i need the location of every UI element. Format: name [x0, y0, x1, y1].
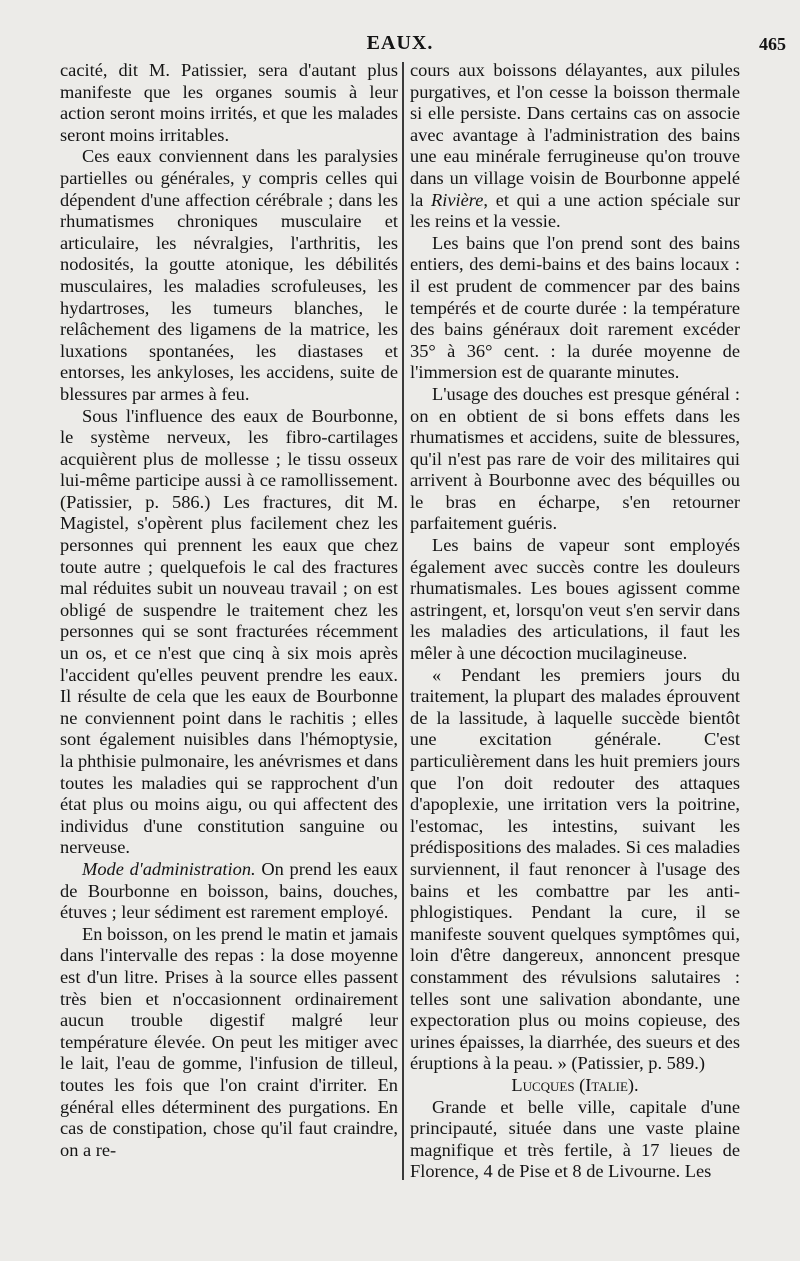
right-column — [410, 60, 740, 1183]
page-number: 465 — [759, 34, 786, 54]
column-divider — [402, 62, 404, 1180]
paragraph: L'usage des douches est presque général : on en obtient de si bons effets dans les rhumatismes et accidens, suite de blessures, qu'il n'est pas rare de voir des militaires qui arrivent à Bourbonne avec des béquilles ou le bras en écharpe, s'en retourner parfaitement guéris. — [410, 383, 740, 534]
paragraph — [60, 859, 398, 924]
place-name: Rivière — [430, 189, 484, 210]
paragraph: Ces eaux conviennent dans les paralysies partielles ou générales, y compris celles qui dépendent d'une affection cérébrale ; dans les rhumatismes chroniques musculaire et articulaire, les névralgies, l'arthritis, les nodosités, la goutte atonique, les débilités musculaires, les maladies scrofuleuses, les hydartroses, les tumeurs blanches, le relâchement des ligamens de la matrice, les luxations spontanées, les diastases et entorses, les ankyloses, les accidens, suite de blessures par armes à feu. — [60, 146, 398, 404]
paragraph: « Pendant les premiers jours du traitement, la plupart des malades éprouvent de la lassitude, à laquelle succède bientôt une excitation générale. C'est particulièrement dans les huit premiers jours que l'on doit redouter des attaques d'apoplexie, une irritation vers la poitrine, l'estomac, les intestins, suivant les prédispositions des malades. Si ces maladies surviennent, il faut renoncer à l'usage des bains et les combattre par les anti-phlogistiques. Pendant la cure, il se manifeste souvent quelques symptômes qui, loin d'être dangereux, annoncent presque constamment des révulsions salutaires : telles sont une salivation abondante, une expectoration plus ou moins copieuse, des urines épaisses, la diarrhée, des sueurs et des éruptions à la peau. » (Patissier, p. 589.) — [410, 664, 740, 1074]
paragraph: Les bains de vapeur sont employés également avec succès contre les douleurs rhumatismales. Les boues agissent comme astringent, et, lorsqu'on veut s'en servir dans les maladies des articulations, il faut les mêler à une décoction mucilagineuse. — [410, 535, 740, 664]
page-header — [0, 30, 800, 56]
paragraph: Sous l'influence des eaux de Bourbonne, le système nerveux, les fibro-cartilages acquièrent plus de mollesse ; le tissu osseux lui-même participe aussi à ce ramollissement. (Patissier, p. 586.) Les fractures, dit M. Magistel, s'opèrent plus facilement chez les personnes qui prennent les eaux que chez toute autre ; quelquefois le cal des fractures mal réduites subit un nouveau travail ; on est obligé de suspendre le traitement chez les personnes qui se sont fracturées récemment un os, et ce n'est que cinq à six mois après l'accident qu'elles peuvent prendre les eaux. Il résulte de cela que les eaux de Bourbonne ne conviennent point dans le rachitis ; elles sont également nuisibles dans l'hémoptysie, la phthisie pulmonaire, les anévrismes et dans toutes les maladies qui se rapprochent d'un état plus ou moins aigu, ou qui affectent des individus d'une constitution sanguine ou nerveuse. — [60, 405, 398, 858]
paragraph: Les bains que l'on prend sont des bains entiers, des demi-bains et des bains locaux : il est prudent de commencer par des bains tempérés et de courte durée : la température des bains généraux doit rarement excéder 35° à 36° cent. : la durée moyenne de l'immersion est de quarante minutes. — [410, 232, 740, 383]
running-title: EAUX. — [366, 32, 434, 54]
paragraph-text: cours aux boissons délayantes, aux pilules purgatives, et l'on cesse la boisson thermale si elle persiste. Dans certains cas on associe avec avantage à l'administration des bains une eau minérale ferrugineuse qu'on trouve dans un village voisin de Bourbonne appelé la — [410, 60, 740, 210]
paragraph: En boisson, on les prend le matin et jamais dans l'intervalle des repas : la dose moyenne est d'un litre. Prises à la source elles passent très bien et n'occasionnent ordinairement aucun trouble digestif malgré leur température élevée. On peut les mitiger avec le lait, l'eau de gomme, l'infusion de tilleul, toutes les fois que l'on craint d'irriter. En général elles déterminent des purgations. En cas de constipation, chose qu'il faut craindre, on a re- — [60, 923, 398, 1160]
paragraph — [410, 60, 740, 233]
section-label: Mode d'administration. — [82, 858, 256, 879]
section-heading: Lucques (Italie). — [511, 1074, 639, 1095]
paragraph: Grande et belle ville, capitale d'une principauté, située dans une vaste plaine magnifique et très fertile, à 17 lieues de Florence, 4 de Pise et 8 de Livourne. Les — [410, 1096, 740, 1182]
paragraph-text: , et qui a une action spéciale sur les reins et la vessie. — [410, 189, 741, 232]
paragraph: cacité, dit M. Patissier, sera d'autant plus manifeste que les organes soumis à leur action seront moins irrités, et que les malades seront moins irritables. — [60, 60, 398, 145]
left-column — [60, 60, 398, 1161]
paragraph-text: On prend les eaux de Bourbonne en boisson, bains, douches, étuves ; leur sédiment est rarement employé. — [60, 858, 399, 923]
